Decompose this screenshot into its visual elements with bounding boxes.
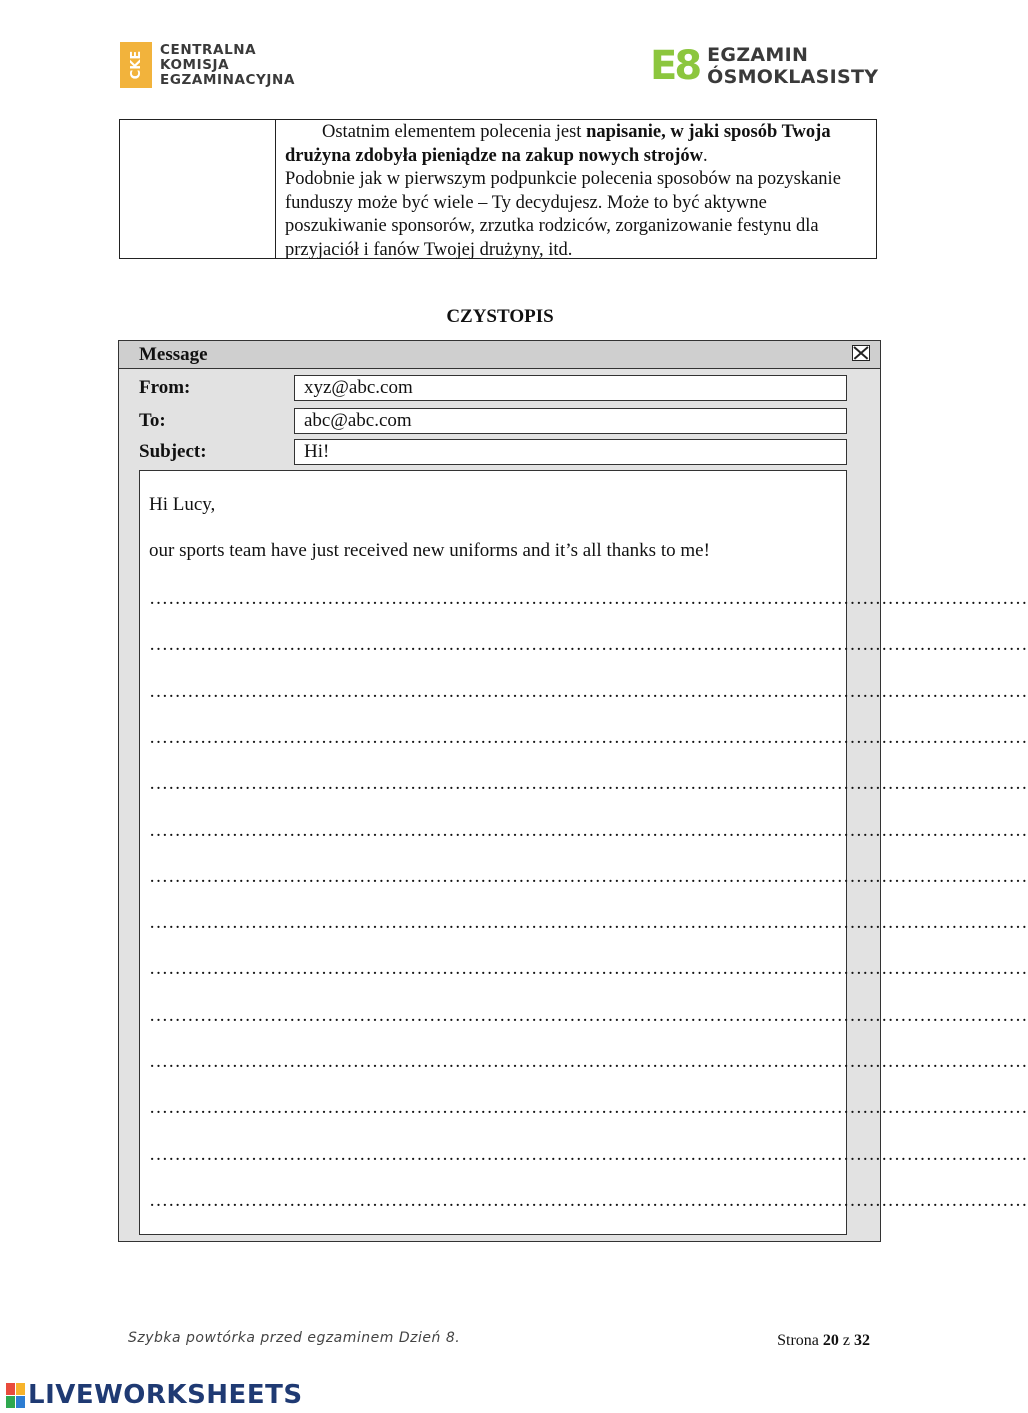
liveworksheets-mark-square xyxy=(16,1383,25,1395)
instruction-text-cell: Ostatnim elementem polecenia jest napisanie, w jaki sposób Twoja drużyna zdobyła pieniądze na zakup nowych strojów. Podobnie jak w pierwszym podpunkcie polecenia sposobów na pozyskanie funduszy może być wiele – Ty decydujesz. Może to być aktywne poszukiwanie sponsorów, zrzutka rodziców, zorganizowanie festynu dla przyjaciół i fanów Twojej drużyny, itd. xyxy=(285,122,841,260)
liveworksheets-mark-icon xyxy=(6,1383,25,1408)
message-window xyxy=(118,340,1028,1242)
page-current: 20 xyxy=(822,1332,839,1349)
subject-label: Subject: xyxy=(139,441,207,462)
dotted-answer-line[interactable]: ………………………………………………………………………………………………………………………… xyxy=(149,819,1028,841)
dotted-answer-line[interactable]: ………………………………………………………………………………………………………………………… xyxy=(149,1143,1028,1165)
instruction-bold-text: napisanie, w jaki sposób Twoja drużyna zdobyła pieniądze na zakup nowych strojów xyxy=(285,122,831,166)
footer-note: Szybka powtórka przed egzaminem Dzień 8. xyxy=(128,1330,461,1346)
liveworksheets-name: LIVEWORKSHEETS xyxy=(28,1380,303,1410)
dotted-answer-line[interactable]: ………………………………………………………………………………………………………………………… xyxy=(149,1004,1028,1026)
liveworksheets-logo xyxy=(6,1380,303,1410)
message-title: Message xyxy=(139,344,208,365)
dotted-answer-line[interactable]: ………………………………………………………………………………………………………………………… xyxy=(149,773,1028,795)
dotted-answer-line[interactable]: ………………………………………………………………………………………………………………………… xyxy=(149,588,1028,609)
instruction-text-2: Podobnie jak w pierwszym podpunkcie polecenia sposobów na pozyskanie funduszy może być wiele – Ty decydujesz. Może to być aktywne poszukiwanie sponsorów, zrzutka rodziców, zorganizowanie festynu dla przyjaciół i fanów Twojej drużyny, itd. xyxy=(285,169,841,260)
dotted-answer-line[interactable]: ………………………………………………………………………………………………………………………… xyxy=(149,958,1028,980)
dotted-answer-line[interactable]: ………………………………………………………………………………………………………………………… xyxy=(149,680,1028,702)
from-field[interactable]: xyz@abc.com xyxy=(294,375,847,401)
instruction-empty-cell xyxy=(120,120,276,258)
page-total: 32 xyxy=(854,1332,870,1349)
dotted-answer-line[interactable]: ………………………………………………………………………………………………………………………… xyxy=(149,912,1028,934)
dotted-answer-line[interactable]: ………………………………………………………………………………………………………………………… xyxy=(149,726,1028,748)
cke-logo-text: CENTRALNA KOMISJA EGZAMINACYJNA xyxy=(160,41,295,88)
section-title: CZYSTOPIS xyxy=(446,306,554,327)
from-label: From: xyxy=(139,377,191,398)
liveworksheets-mark-square xyxy=(6,1396,15,1408)
e8-logo-text: EGZAMIN ÓSMOKLASISTY xyxy=(707,44,879,88)
liveworksheets-mark-square xyxy=(16,1396,25,1408)
page-number: Strona 20 z 32 xyxy=(777,1332,870,1349)
subject-field[interactable]: Hi! xyxy=(294,439,847,465)
to-field[interactable]: abc@abc.com xyxy=(294,408,847,434)
liveworksheets-mark-square xyxy=(6,1383,15,1395)
message-body[interactable] xyxy=(139,470,1028,1235)
cke-logo-mark: CKE xyxy=(120,42,152,88)
e8-logo xyxy=(650,44,878,88)
intro-text: our sports team have just received new uniforms and it’s all thanks to me! xyxy=(149,540,710,561)
dotted-answer-line[interactable]: ………………………………………………………………………………………………………………………… xyxy=(149,1097,1028,1119)
dotted-answer-line[interactable]: ………………………………………………………………………………………………………………………… xyxy=(149,1189,1028,1211)
dotted-answer-line[interactable]: ………………………………………………………………………………………………………………………… xyxy=(149,1051,1028,1072)
dotted-answer-line[interactable]: ………………………………………………………………………………………………………………………… xyxy=(149,865,1028,887)
dotted-answer-line[interactable]: ………………………………………………………………………………………………………………………… xyxy=(149,634,1028,656)
instruction-text: Ostatnim elementem polecenia jest xyxy=(322,122,587,142)
e8-logo-mark: E8 xyxy=(650,43,700,89)
greeting-text: Hi Lucy, xyxy=(149,494,216,515)
to-label: To: xyxy=(139,410,166,431)
instruction-table xyxy=(119,119,877,259)
message-titlebar xyxy=(119,341,880,369)
cke-logo xyxy=(120,42,295,88)
close-icon[interactable] xyxy=(852,345,870,361)
